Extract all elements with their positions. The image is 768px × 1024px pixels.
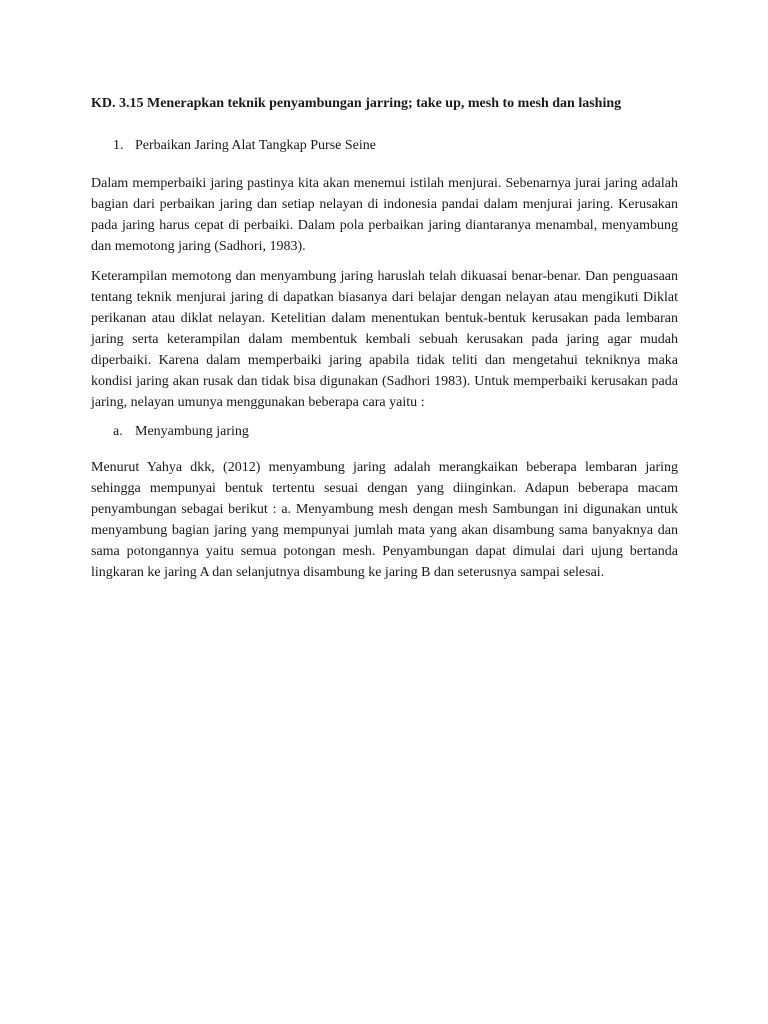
lettered-list-item [91, 422, 678, 442]
paragraph-2: Keterampilan memotong dan menyambung jaring haruslah telah dikuasai benar-benar. Dan penguasaan tentang teknik menjurai jaring di dapatkan biasanya dari belajar dengan nelayan atau mengikuti Diklat perikanan atau diklat nelayan. Ketelitian dalam menentukan bentuk-bentuk kerusakan pada lembaran jaring serta keterampilan dalam membentuk kembali sebuah kerusakan pada jaring agar mudah diperbaiki. Karena dalam memperbaiki jaring apabila tidak teliti dan mengetahui tekniknya maka kondisi jaring akan rusak dan tidak bisa digunakan (Sadhori 1983). Untuk memperbaiki kerusakan pada jaring, nelayan umunya menggunakan beberapa cara yaitu : [91, 269, 678, 410]
list-marker: 1. [113, 138, 124, 153]
list-item-text: Perbaikan Jaring Alat Tangkap Purse Seine [135, 138, 376, 153]
paragraph-3: Menurut Yahya dkk, (2012) menyambung jaring adalah merangkaikan beberapa lembaran jaring sehingga mempunyai bentuk tertentu sesuai dengan yang diinginkan. Adapun beberapa macam penyambungan sebagai berikut : a. Menyambung mesh dengan mesh Sambungan ini digunakan untuk menyambung bagian jaring yang mempunyai jumlah mata yang akan disambung sama banyaknya dan sama potongannya yaitu semua potongan mesh. Penyambungan dapat dimulai dari ujung bertanda lingkaran ke jaring A dan selanjutnya disambung ke jaring B dan seterusnya sampai selesai. [91, 460, 678, 580]
document-heading: KD. 3.15 Menerapkan teknik penyambungan jarring; take up, mesh to mesh dan lashing [91, 96, 622, 111]
document-body [91, 94, 678, 592]
paragraph-1: Dalam memperbaiki jaring pastinya kita akan menemui istilah menjurai. Sebenarnya jurai jaring adalah bagian dari perbaikan jaring dan setiap nelayan di indonesia pandai dalam menjurai jaring. Kerusakan pada jaring harus cepat di perbaiki. Dalam pola perbaikan jaring diantaranya menambal, menyambung dan memotong jaring (Sadhori, 1983). [91, 176, 678, 254]
list-marker: a. [113, 424, 123, 439]
numbered-list-item [91, 136, 678, 156]
list-item-text: Menyambung jaring [135, 424, 249, 439]
